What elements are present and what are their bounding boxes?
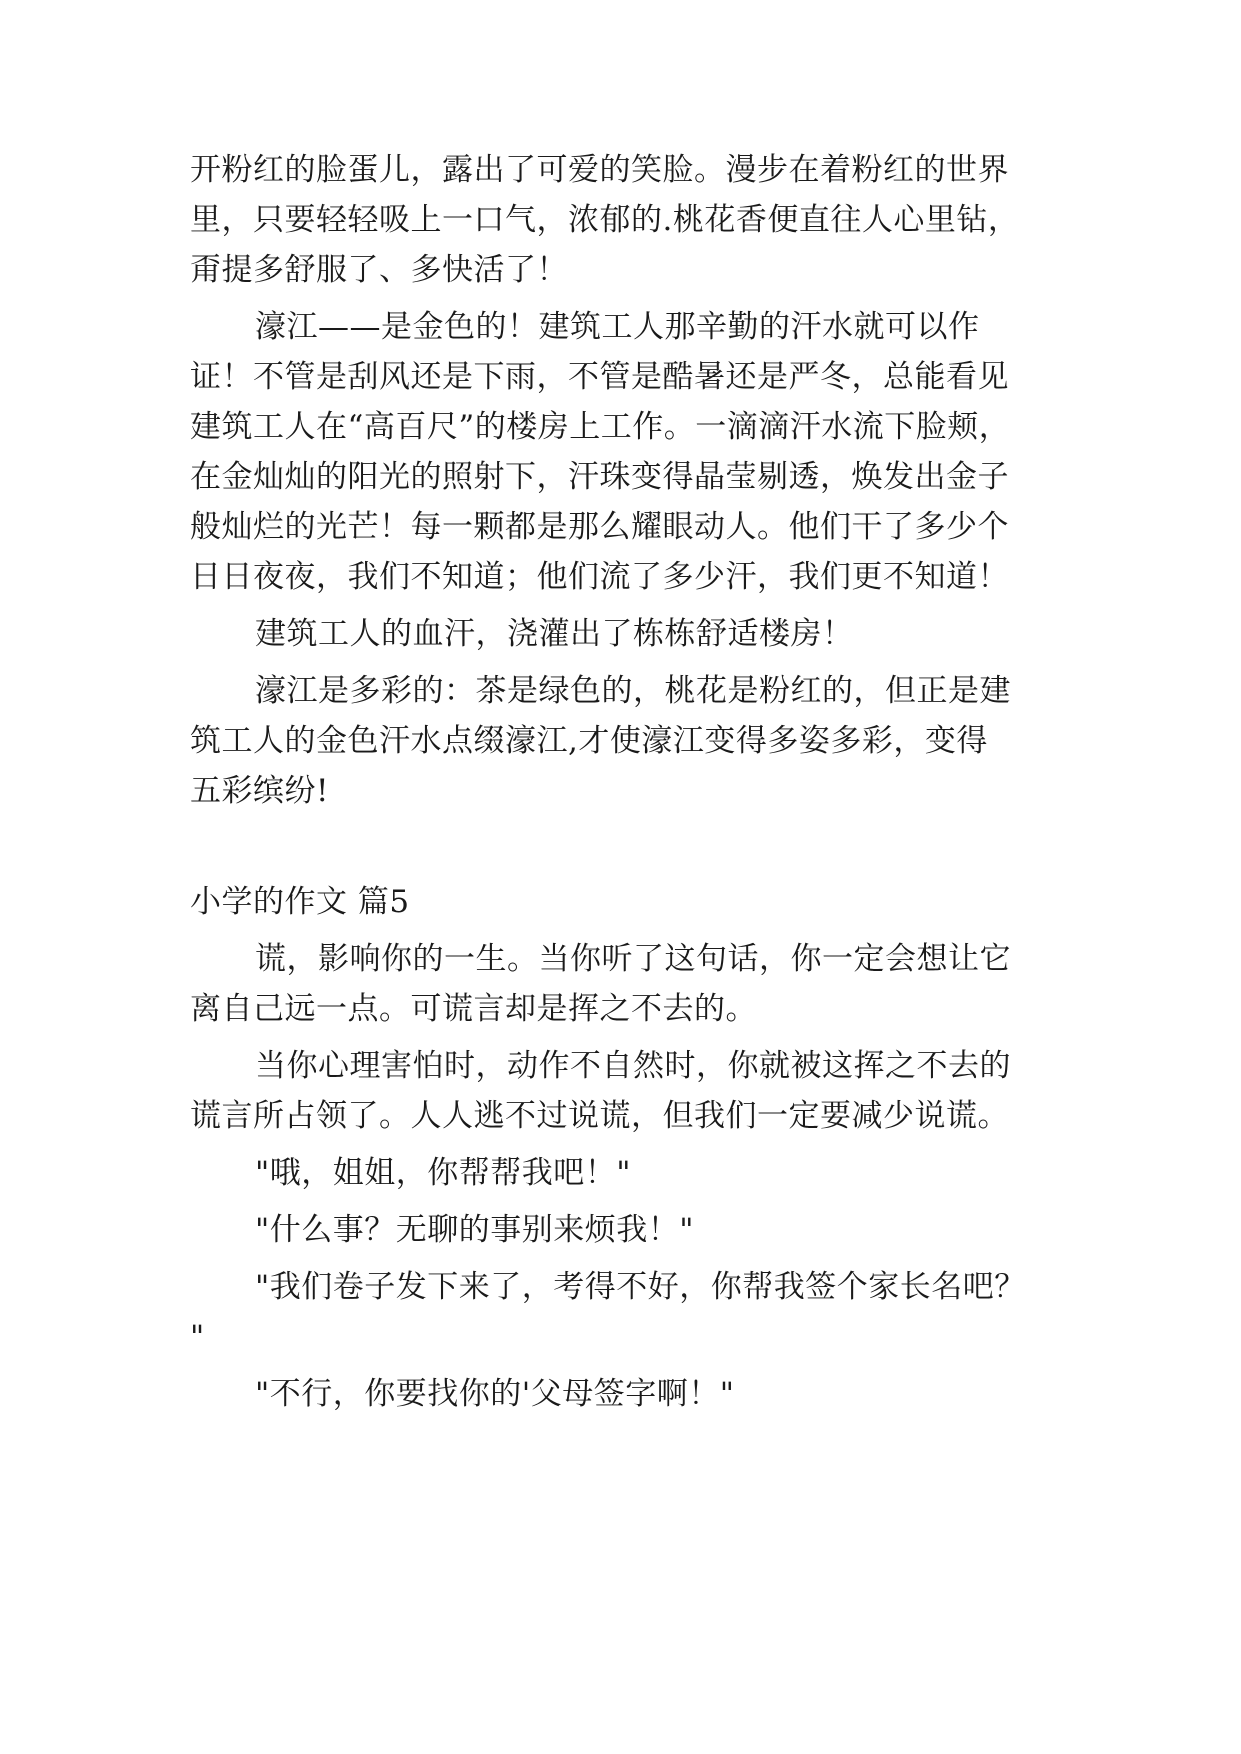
paragraph-line: 濠江是多彩的：茶是绿色的，桃花是粉红的，但正是建 bbox=[255, 673, 1011, 709]
paragraph-line: 谎言所占领了。人人逃不过说谎，但我们一定要减少说谎。 bbox=[190, 1098, 1009, 1134]
section-heading: 小学的作文 篇5 bbox=[190, 884, 410, 920]
paragraph-line: 当你心理害怕时，动作不自然时，你就被这挥之不去的 bbox=[255, 1048, 1011, 1084]
paragraph-line: 开粉红的脸蛋儿，露出了可爱的笑脸。漫步在着粉红的世界 bbox=[190, 152, 1009, 188]
dialogue-line: "什么事？无聊的事别来烦我！" bbox=[255, 1212, 695, 1248]
dialogue-line: "我们卷子发下来了，考得不好，你帮我签个家长名吧？ bbox=[255, 1269, 1026, 1305]
paragraph-line: 建筑工人在“高百尺”的楼房上工作。一滴滴汗水流下脸颊， bbox=[190, 409, 1011, 445]
paragraph-line: 证！不管是刮风还是下雨，不管是酷暑还是严冬，总能看见 bbox=[190, 359, 1009, 395]
paragraph-line: 谎，影响你的一生。当你听了这句话，你一定会想让它 bbox=[255, 941, 1011, 977]
paragraph-line: 五彩缤纷! bbox=[190, 773, 329, 809]
paragraph-line: 筑工人的金色汗水点缀濠江,才使濠江变得多姿多彩，变得 bbox=[190, 723, 988, 759]
paragraph-line: 离自己远一点。可谎言却是挥之不去的。 bbox=[190, 991, 757, 1027]
paragraph-line: 在金灿灿的阳光的照射下，汗珠变得晶莹剔透，焕发出金子 bbox=[190, 459, 1009, 495]
dialogue-line: " bbox=[190, 1319, 205, 1355]
paragraph-line: 里，只要轻轻吸上一口气，浓郁的.桃花香便直往人心里钻， bbox=[190, 202, 1020, 238]
paragraph-line: 日日夜夜，我们不知道；他们流了多少汗，我们更不知道！ bbox=[190, 559, 1009, 595]
paragraph-line: 建筑工人的血汗，浇灌出了栋栋舒适楼房！ bbox=[255, 616, 854, 652]
dialogue-line: "不行，你要找你的'父母签字啊！" bbox=[255, 1376, 735, 1412]
paragraph-line: 甭提多舒服了、多快活了！ bbox=[190, 252, 568, 288]
dialogue-line: "哦，姐姐，你帮帮我吧！" bbox=[255, 1155, 632, 1191]
paragraph-line: 濠江——是金色的！建筑工人那辛勤的汗水就可以作 bbox=[255, 309, 980, 345]
paragraph-line: 般灿烂的光芒！每一颗都是那么耀眼动人。他们干了多少个 bbox=[190, 509, 1009, 545]
